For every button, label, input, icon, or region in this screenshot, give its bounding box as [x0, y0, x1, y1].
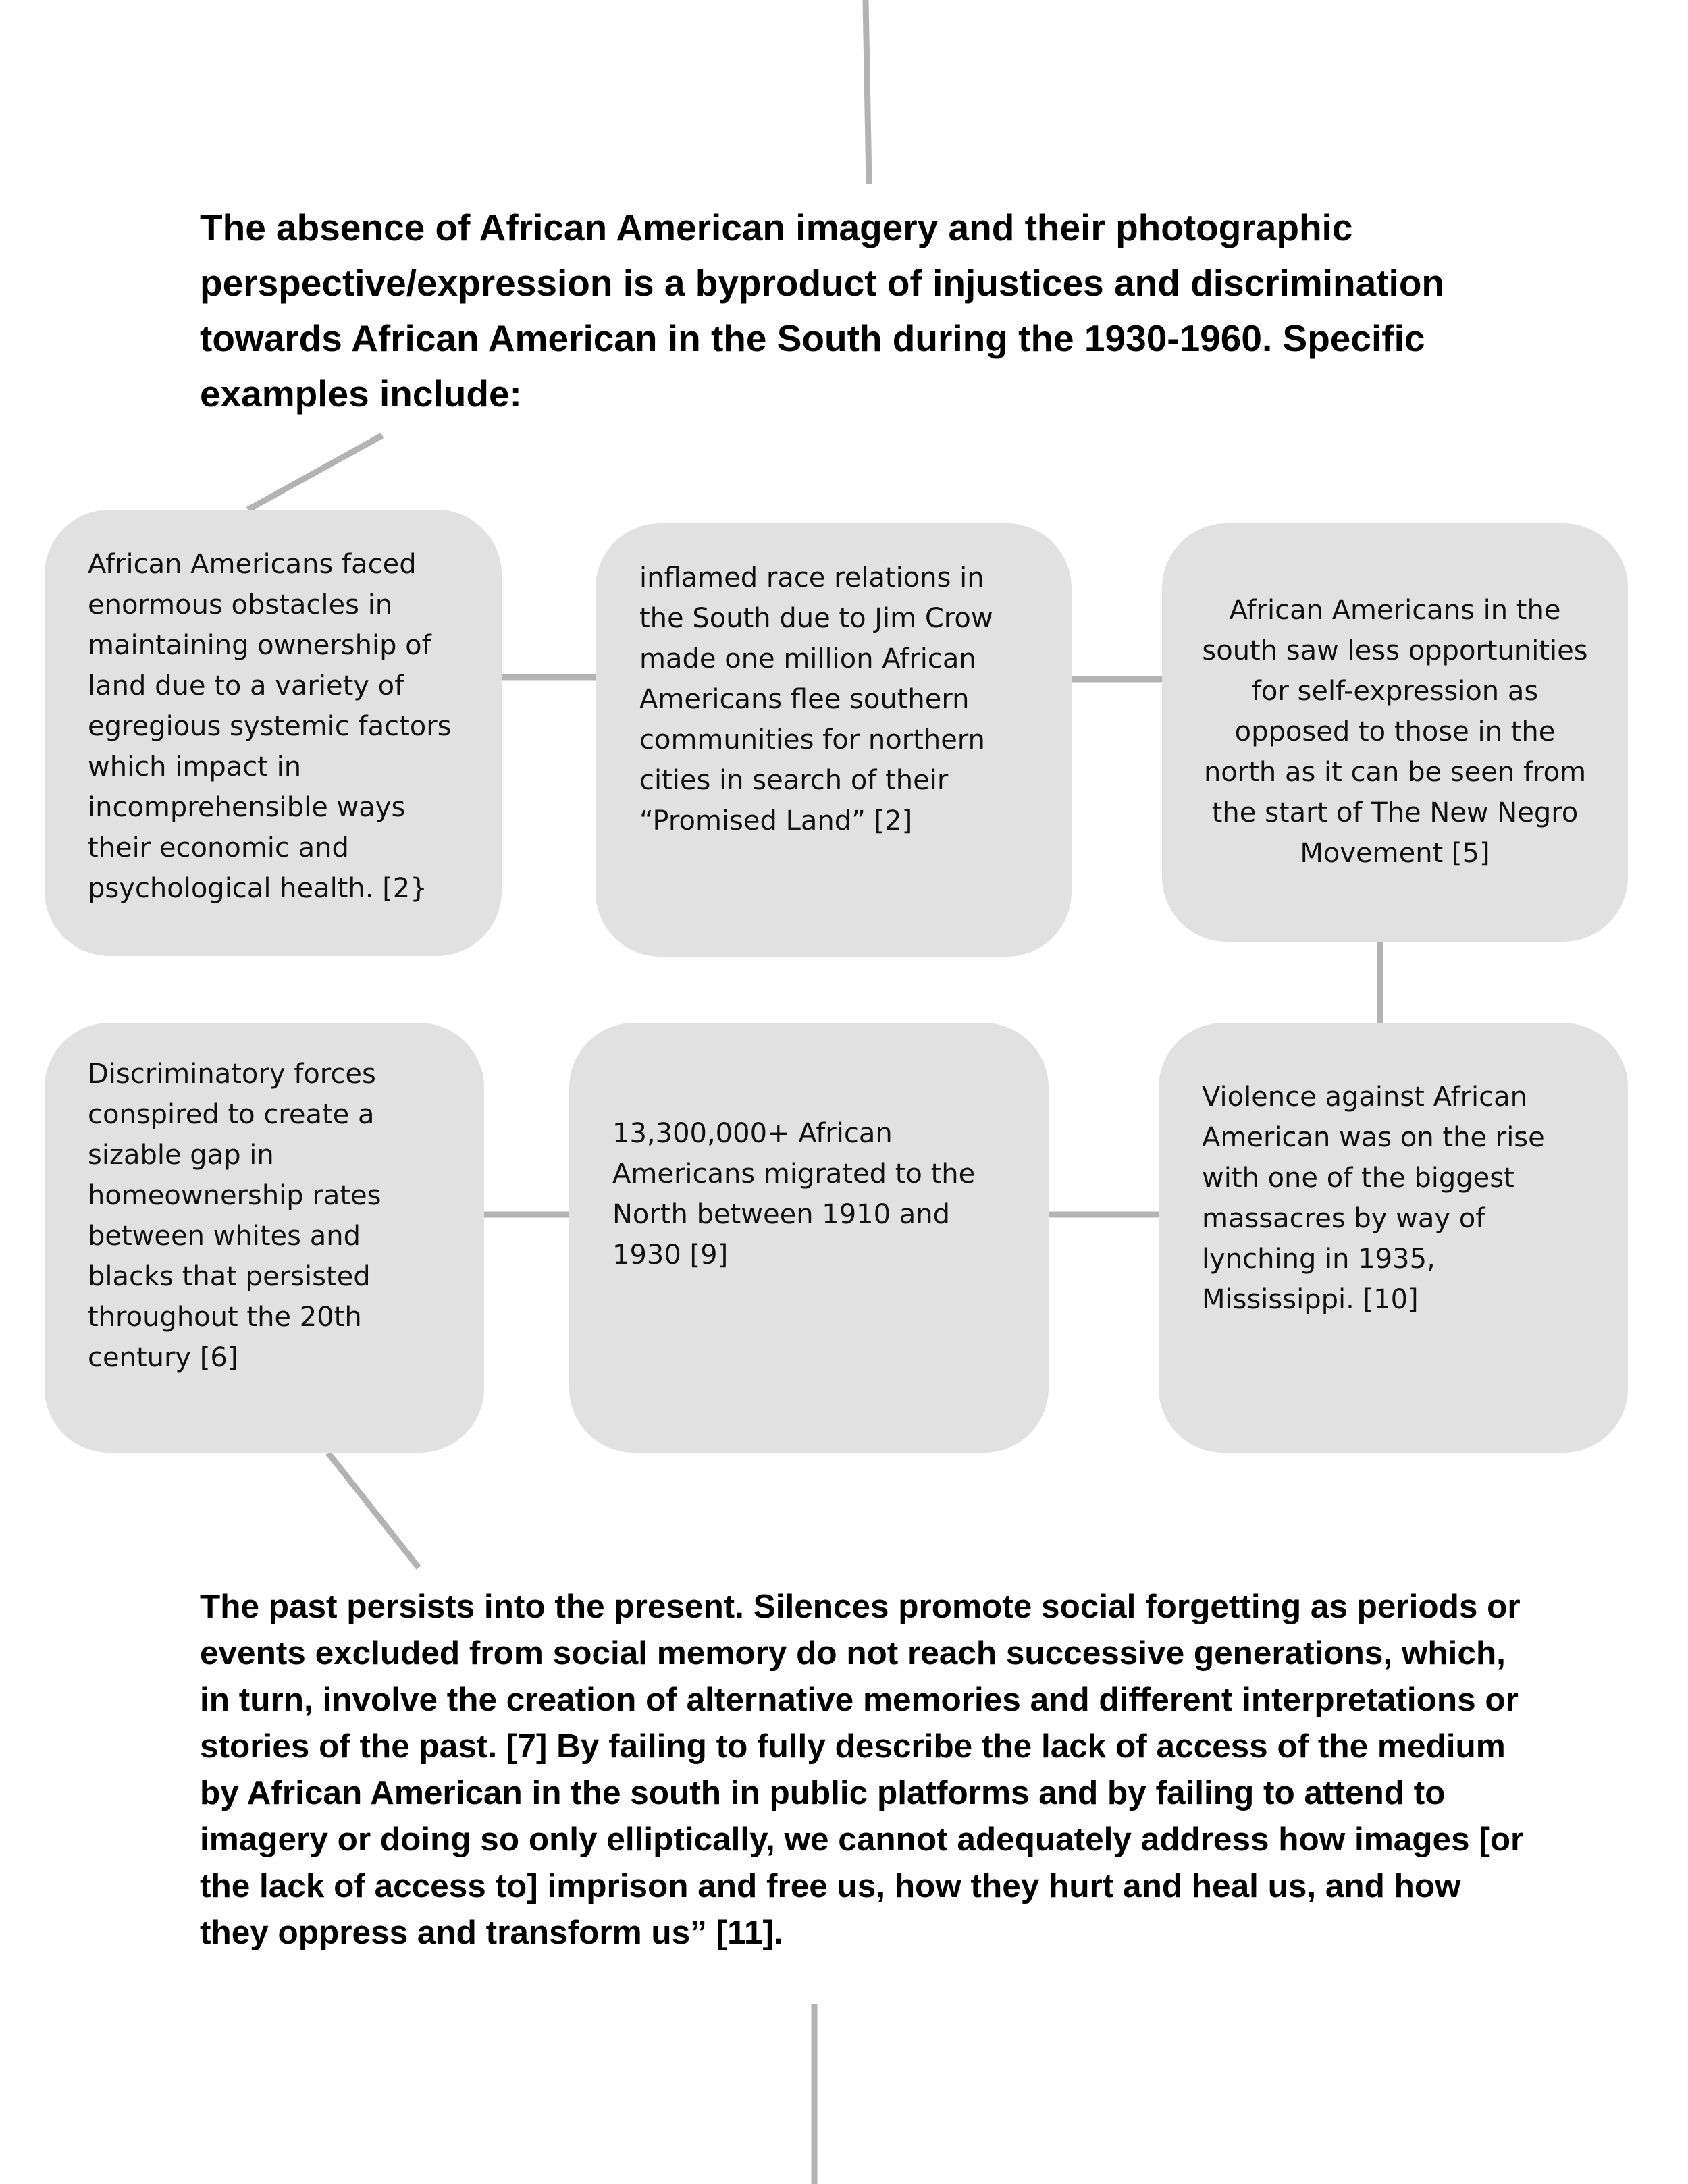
box-violence-text: Violence against African American was on the rise with one of the biggest massacres by way of lynching in 1935, Mississippi. [10] [1202, 1082, 1545, 1315]
box-homeownership-text: Discriminatory forces conspired to create a sizable gap in homeownership rates between whites and blacks that persisted throughout the 20th century [6] [88, 1059, 381, 1373]
box-land-ownership-text: African Americans faced enormous obstacles in maintaining ownership of land due to a variety of egregious systemic factors which impact in incomprehensible ways their economic and psychological health. [2} [88, 549, 452, 904]
box-self-expression [1162, 523, 1628, 942]
box-jim-crow [596, 523, 1072, 957]
box-jim-crow-text: inflamed race relations in the South due to Jim Crow made one million African Americans flee southern communities for northern cities in search of their “Promised Land” [2] [639, 562, 993, 836]
connector-top-entry [866, 0, 869, 184]
box-land-ownership [45, 510, 502, 956]
box-violence [1159, 1023, 1628, 1453]
diagram-title: The absence of African American imagery and their photographic perspective/expression is a byproduct of injustices and discrimination towards African American in the South during the 1930-1960. Specific examples include: [200, 207, 1445, 415]
box-homeownership [45, 1023, 484, 1453]
box-self-expression-text: African Americans in the south saw less opportunities for self-expression as opposed to those in the north as it can be seen from the start of The New Negro Movement [5] [1202, 595, 1588, 869]
connector-box4-to-conclusion [328, 1453, 419, 1568]
conclusion-text: The past persists into the present. Silences promote social forgetting as periods or events excluded from social memory do not reach successive generations, which, in turn, involve the creation of alternative memories and different interpretations or stories of the past. [7] By failing to fully describe the lack of access of the medium by African American in the south in public platforms and by failing to attend to imagery or doing so only elliptically, we cannot adequately address how images [or the lack of access to] imprison and free us, how they hurt and heal us, and how they oppress and transform us” [11]. [200, 1588, 1524, 1951]
box-migration [569, 1023, 1049, 1453]
connector-title-to-box1 [248, 435, 382, 510]
box-migration-text: 13,300,000+ African Americans migrated to the North between 1910 and 1930 [9] [612, 1118, 976, 1271]
